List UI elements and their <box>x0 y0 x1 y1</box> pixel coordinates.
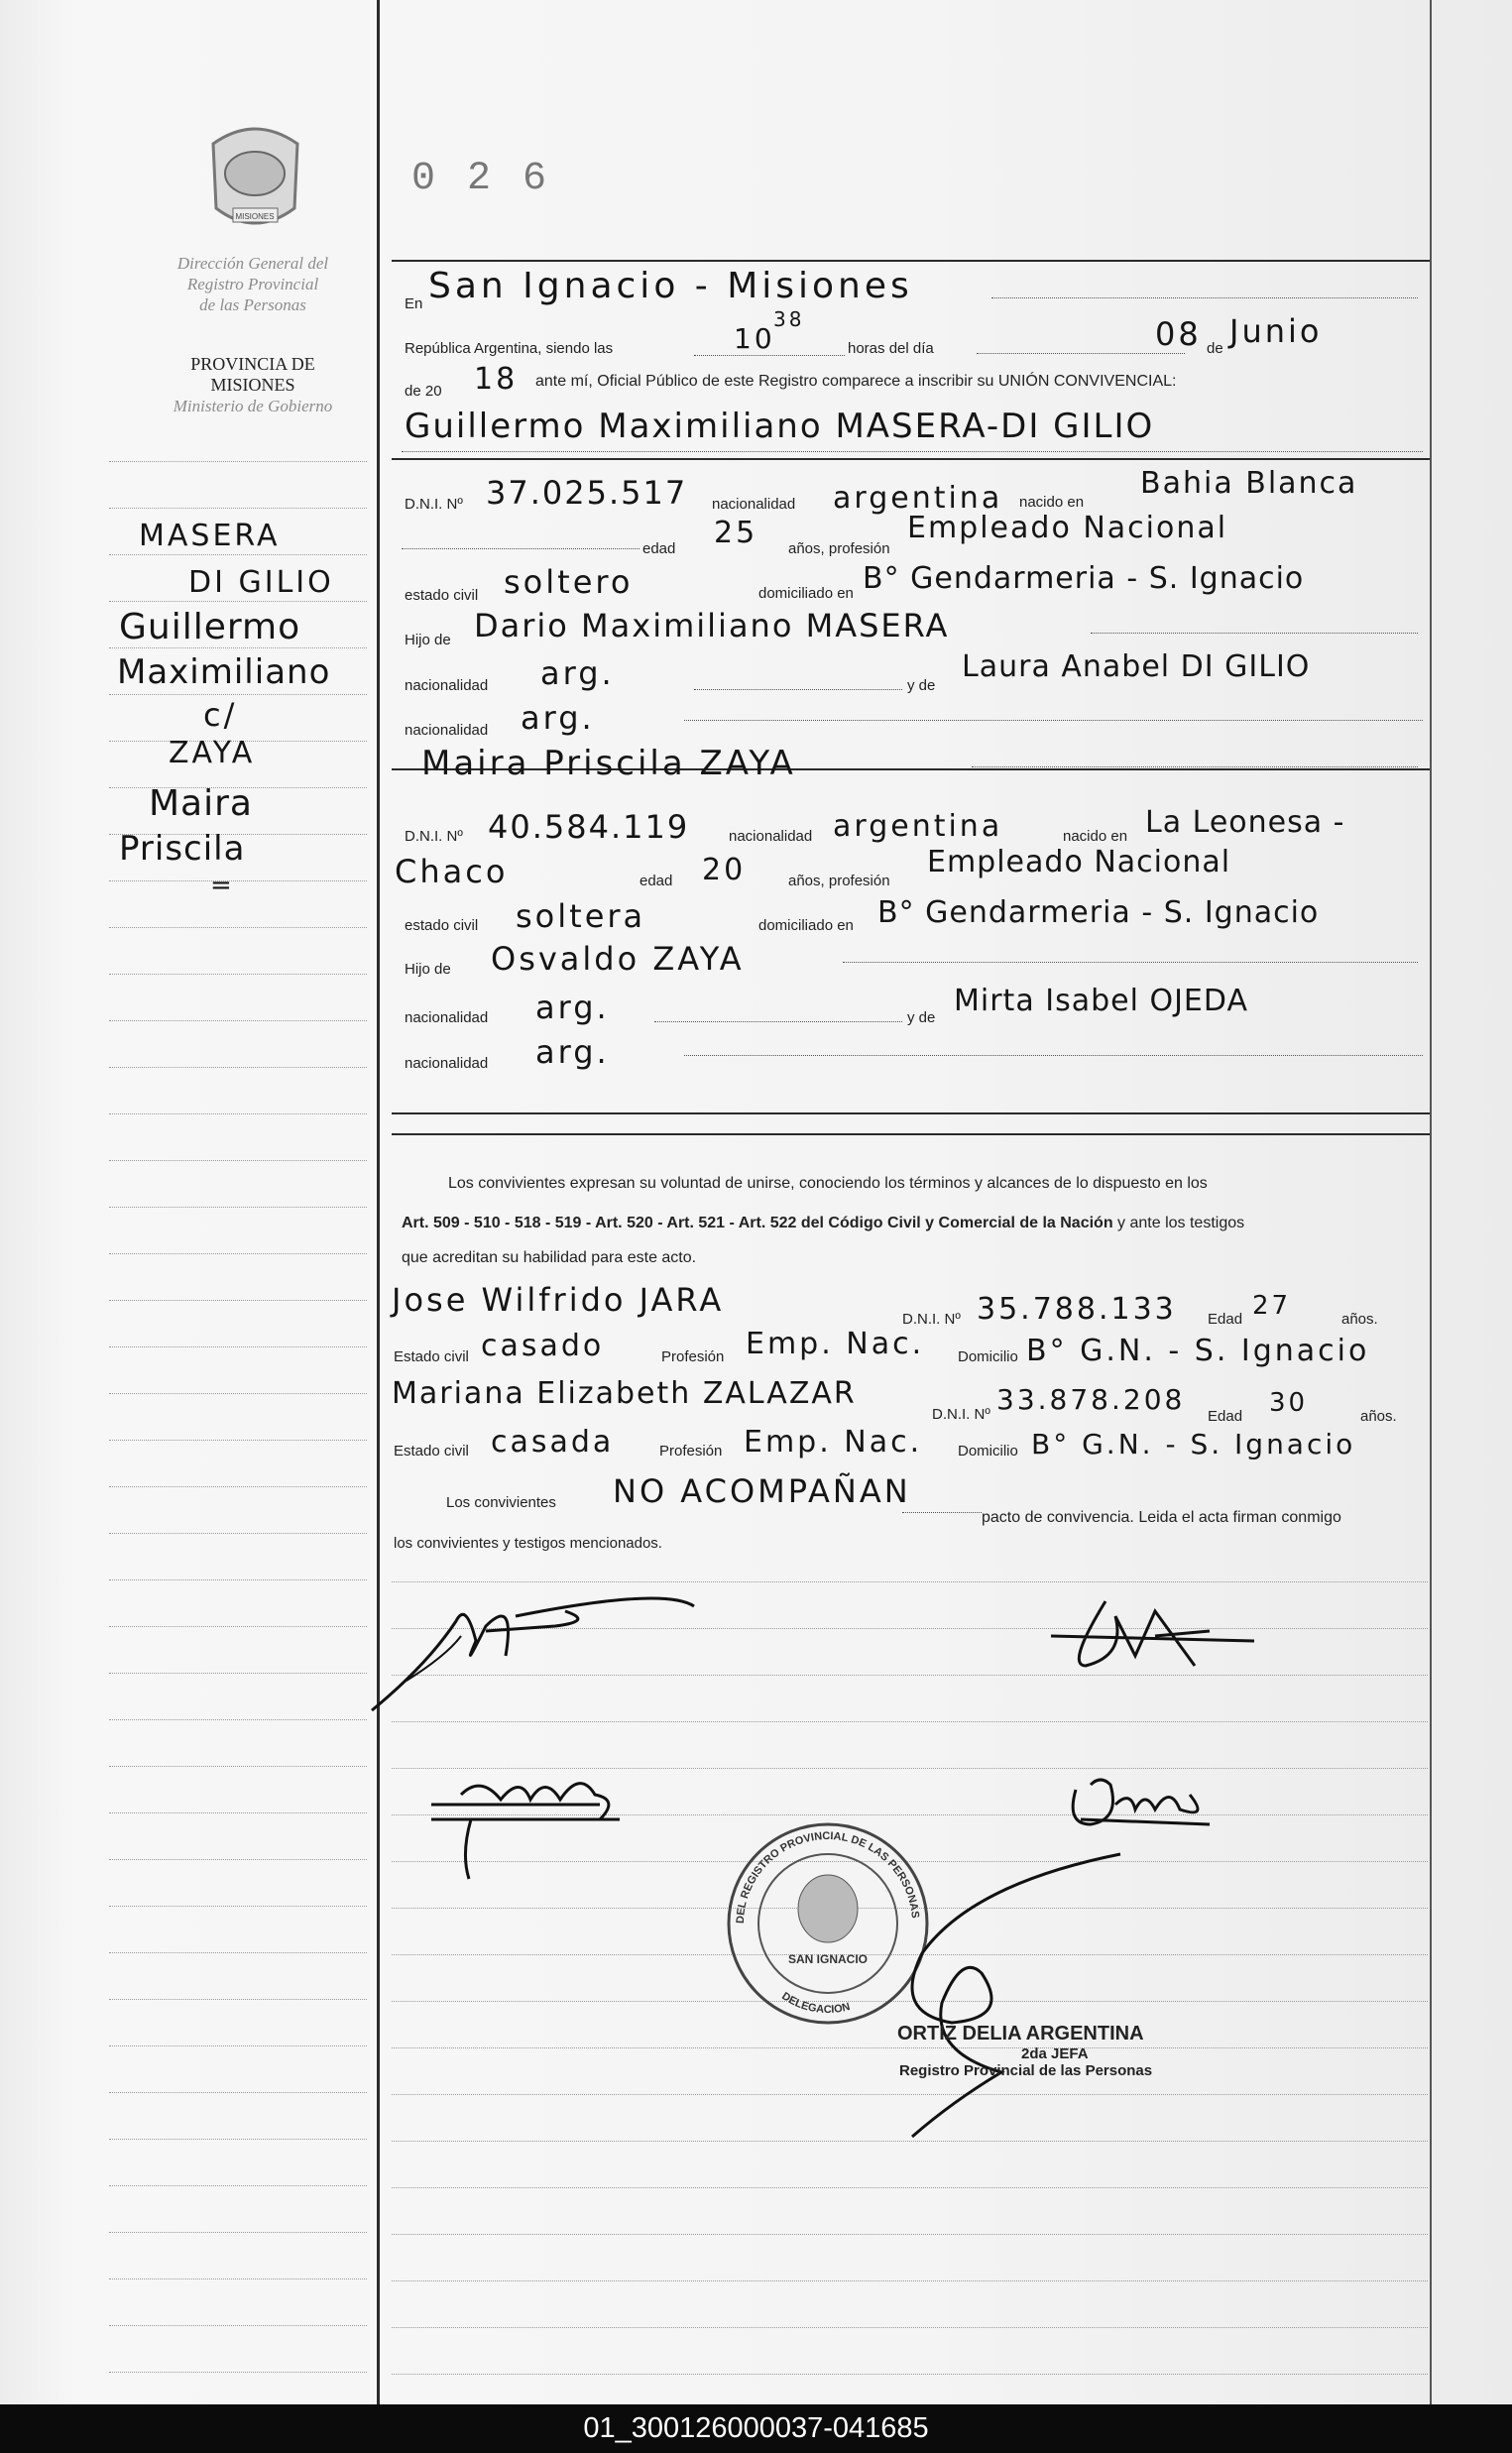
intro-minutos: 38 <box>773 307 805 331</box>
p1-nac-label: nacionalidad <box>712 496 796 513</box>
w2-prof-label: Profesión <box>659 1443 723 1460</box>
p2-nacm-leader <box>684 1055 1423 1056</box>
p1-nac: argentina <box>833 481 1003 516</box>
margin-ruled-line <box>109 647 367 648</box>
province-line-2: MISIONES <box>210 375 295 395</box>
w2-dni: 33.878.208 <box>996 1383 1186 1416</box>
pacto-label: Los convivientes <box>446 1494 556 1511</box>
w2-edad: 30 <box>1269 1388 1309 1418</box>
hora-leader <box>694 355 845 356</box>
margin-ruled-line <box>109 601 367 602</box>
p1-nacido: Bahia Blanca <box>1140 466 1358 501</box>
intro-republica: República Argentina, siendo las <box>405 340 614 357</box>
p2-domicilio: B° Gendarmeria - S. Ignacio <box>877 895 1320 930</box>
w1-dni: 35.788.133 <box>977 1292 1177 1327</box>
p2-edad: 20 <box>702 853 747 887</box>
margin-ruled-line <box>109 554 367 555</box>
p1-edad: 25 <box>714 516 758 550</box>
w1-name: Jose Wilfrido JARA <box>392 1281 725 1319</box>
margin-ruled-line <box>109 1906 367 1907</box>
stamp-text-top: DEL REGISTRO PROVINCIAL DE LAS PERSONAS <box>734 1829 921 1925</box>
w2-anios: años. <box>1360 1408 1397 1425</box>
declaration-testigos: y ante los testigos <box>1112 1215 1245 1231</box>
p2-dom-label: domiciliado en <box>758 917 854 934</box>
p1-nacido-label: nacido en <box>1019 494 1085 511</box>
margin-ruled-line <box>109 1160 367 1161</box>
margin-ruled-line <box>109 1999 367 2000</box>
official-stamp <box>897 2023 1152 2079</box>
declaration-line-3: que acreditan su habilidad para este acto. <box>402 1249 697 1266</box>
margin-ruled-line <box>109 1393 367 1394</box>
p2-nacp-leader <box>654 1021 902 1022</box>
margin-ruled-line <box>109 1113 367 1114</box>
intro-en: En <box>405 295 423 312</box>
margin-ruled-line <box>109 2185 367 2186</box>
pacto-rest: pacto de convivencia. Leida el acta firman conmigo <box>982 1509 1341 1526</box>
province-line-1: PROVINCIA DE <box>190 354 315 374</box>
p2-profesion: Empleado Nacional <box>927 845 1231 879</box>
registry-line-1: Dirección General del <box>176 254 329 273</box>
seal-label: MISIONES <box>235 212 275 221</box>
signature-4 <box>1061 1765 1220 1844</box>
person1-name: Guillermo Maximiliano MASERA-DI GILIO <box>405 407 1155 446</box>
margin-ruled-line <box>109 2372 367 2373</box>
official-title: 2da JEFA <box>1021 2045 1089 2062</box>
p2-nac-padre: arg. <box>535 989 610 1026</box>
registry-name <box>134 253 372 315</box>
w1-domicilio: B° G.N. - S. Ignacio <box>1026 1334 1370 1368</box>
main-ruled-line <box>392 2327 1428 2328</box>
margin-ruled-line <box>109 1579 367 1580</box>
margin-note-equals: = <box>210 871 235 900</box>
margin-ruled-line <box>109 1020 367 1021</box>
margin-ruled-line <box>109 1300 367 1301</box>
margin-note-name-3: Maira <box>149 783 253 824</box>
margin-ruled-line <box>109 1673 367 1674</box>
p2-hijo-label: Hijo de <box>405 961 451 978</box>
margin-ruled-line <box>109 2139 367 2140</box>
p1-nacp-leader <box>694 689 902 690</box>
margin-ruled-line <box>109 880 367 881</box>
signature-2 <box>1046 1596 1264 1676</box>
margin-ruled-line <box>109 461 367 462</box>
p1-nacm-leader <box>684 720 1423 721</box>
intro-place-leader <box>991 297 1418 298</box>
margin-ruled-line <box>109 974 367 975</box>
margin-ruled-line <box>109 2045 367 2046</box>
intro-oficial: ante mí, Oficial Público de este Registro comparece a inscribir su UNIÓN CONVIVENCIAL: <box>535 373 1177 390</box>
person2-name: Maira Priscila ZAYA <box>421 744 796 783</box>
scan-footer: 01_300126000037-041685 <box>0 2404 1512 2453</box>
p2-nacp-label: nacionalidad <box>405 1009 489 1026</box>
p2-madre: Mirta Isabel OJEDA <box>954 984 1248 1018</box>
w2-estado: casada <box>491 1425 615 1460</box>
intro-de: de <box>1207 340 1223 357</box>
p1-hijo-label: Hijo de <box>405 632 451 648</box>
w1-anios: años. <box>1341 1311 1378 1328</box>
w2-profesion: Emp. Nac. <box>744 1425 923 1460</box>
declaration-line-1: Los convivientes expresan su voluntad de unirse, conociendo los términos y alcances de lo dispuesto en los <box>448 1175 1208 1192</box>
margin-ruled-line <box>109 1952 367 1953</box>
margin-ruled-line <box>109 1719 367 1720</box>
separator-3 <box>392 1112 1430 1114</box>
p1-estado: soltero <box>504 563 634 601</box>
margin-ruled-line <box>109 1533 367 1534</box>
margin-ruled-line <box>109 1812 367 1813</box>
w1-dni-label: D.N.I. Nº <box>902 1311 961 1328</box>
pacto-line-2: los convivientes y testigos mencionados. <box>394 1535 662 1552</box>
stamp-center: SAN IGNACIO <box>787 1952 869 1966</box>
margin-ruled-line <box>109 1346 367 1347</box>
p2-yde-label: y de <box>907 1009 936 1026</box>
p1-profesion: Empleado Nacional <box>907 511 1228 545</box>
margin-ruled-line <box>109 1766 367 1767</box>
right-border <box>1430 0 1432 2404</box>
p2-dni: 40.584.119 <box>488 808 690 846</box>
p2-nacm-label: nacionalidad <box>405 1055 489 1072</box>
margin-note-name-4: Priscila <box>119 829 246 869</box>
official-registry: Registro Provincial de las Personas <box>899 2062 1153 2079</box>
separator-4 <box>392 1133 1430 1135</box>
p2-estado: soltera <box>516 897 646 935</box>
separator-1 <box>392 458 1430 460</box>
w2-estado-label: Estado civil <box>394 1443 469 1460</box>
p2-nac: argentina <box>833 809 1003 844</box>
margin-note-name-2: Maximiliano <box>117 652 331 692</box>
p2-padre: Osvaldo ZAYA <box>491 940 745 978</box>
p1-padre: Dario Maximiliano MASERA <box>474 607 950 644</box>
main-ruled-line <box>392 2280 1428 2281</box>
w2-dni-label: D.N.I. Nº <box>932 1406 990 1423</box>
p1-dni: 37.025.517 <box>486 474 688 512</box>
margin-note-surname-1: MASERA <box>139 519 281 553</box>
main-ruled-line <box>392 1581 1428 1582</box>
margin-ruled-line <box>109 694 367 695</box>
w1-dom-label: Domicilio <box>958 1348 1018 1365</box>
dia-leader <box>977 353 1185 354</box>
p1-madre: Laura Anabel DI GILIO <box>962 649 1311 684</box>
p1-domicilio: B° Gendarmeria - S. Ignacio <box>863 561 1305 596</box>
w1-edad-label: Edad <box>1208 1311 1243 1328</box>
p1-anios-label: años, profesión <box>788 540 890 557</box>
intro-dia: 08 <box>1155 315 1202 353</box>
official-name: ORTIZ DELIA ARGENTINA <box>897 2023 1144 2044</box>
p2-nac-madre: arg. <box>535 1033 610 1071</box>
p2-nacido-2: Chaco <box>395 853 509 890</box>
intro-horas-del-dia: horas del día <box>848 340 934 357</box>
p1-nacp-label: nacionalidad <box>405 677 489 694</box>
pacto-leader <box>902 1512 982 1513</box>
signature-3 <box>421 1765 649 1884</box>
margin-ruled-line <box>109 1207 367 1208</box>
main-ruled-line <box>392 2234 1428 2235</box>
main-ruled-line <box>392 2187 1428 2188</box>
margin-ruled-line <box>109 1486 367 1487</box>
margin-note-surname-3: ZAYA <box>169 736 256 770</box>
margin-ruled-line <box>109 2232 367 2233</box>
ministry-line: Ministerio de Gobierno <box>173 397 333 415</box>
p2-anios-label: años, profesión <box>788 873 890 889</box>
margin-ruled-line <box>109 2092 367 2093</box>
main-ruled-line <box>392 1721 1428 1722</box>
w2-edad-label: Edad <box>1208 1408 1243 1425</box>
margin-ruled-line <box>109 1440 367 1441</box>
p1-nac-madre: arg. <box>521 699 595 737</box>
margin-note-name-1: Guillermo <box>119 607 301 647</box>
p1-estado-label: estado civil <box>405 587 479 604</box>
p1-edad-label: edad <box>642 540 676 557</box>
svg-text:DELEGACION <box>779 1990 851 2016</box>
margin-ruled-line <box>109 1067 367 1068</box>
declaration-line-2 <box>402 1215 1244 1232</box>
p1-nac-padre: arg. <box>540 654 615 692</box>
p2-nacido: La Leonesa - <box>1145 805 1345 840</box>
person1-name-underline <box>402 451 1423 452</box>
intro-mes: Junio <box>1229 312 1323 350</box>
margin-ruled-line <box>109 1626 367 1627</box>
w2-name: Mariana Elizabeth ZALAZAR <box>392 1376 857 1411</box>
left-margin-rule <box>377 0 380 2404</box>
p2-nacido-label: nacido en <box>1063 828 1128 845</box>
p1-padre-leader <box>1091 633 1418 634</box>
p1-nacm-label: nacionalidad <box>405 722 489 739</box>
margin-ruled-line <box>109 1859 367 1860</box>
top-form-line <box>392 260 1430 262</box>
margin-ruled-line <box>109 508 367 509</box>
p2-nac-label: nacionalidad <box>729 828 813 845</box>
p1-yde-label: y de <box>907 677 936 694</box>
p2-edad-label: edad <box>640 873 673 889</box>
p1-dom-label: domiciliado en <box>758 585 854 602</box>
p2-dni-label: D.N.I. Nº <box>405 828 463 845</box>
w1-profesion: Emp. Nac. <box>746 1327 925 1361</box>
signature-1 <box>367 1586 714 1715</box>
p2-estado-label: estado civil <box>405 917 479 934</box>
intro-de20: de 20 <box>405 383 442 400</box>
p1-dni-label: D.N.I. Nº <box>405 496 463 513</box>
margin-ruled-line <box>109 927 367 928</box>
margin-ruled-line <box>109 2325 367 2326</box>
registry-line-3: de las Personas <box>199 295 306 314</box>
main-ruled-line <box>392 2374 1428 2375</box>
province-seal <box>203 114 307 243</box>
intro-place: San Ignacio - Misiones <box>428 266 913 306</box>
official-signature <box>892 1844 1153 2142</box>
p2-padre-leader <box>843 962 1418 963</box>
margin-ruled-line <box>109 1253 367 1254</box>
margin-ruled-line <box>109 2278 367 2279</box>
pacto-value: NO ACOMPAÑAN <box>613 1472 911 1510</box>
w1-prof-label: Profesión <box>661 1348 725 1365</box>
act-number: 0 2 6 <box>411 157 551 201</box>
stamp-text-bottom: DELEGACION <box>779 1990 852 2017</box>
w2-domicilio: B° G.N. - S. Ignacio <box>1031 1428 1356 1460</box>
intro-anio: 18 <box>474 362 519 397</box>
margin-note-conj: c/ <box>203 696 238 734</box>
margin-note-surname-2: DI GILIO <box>188 565 334 600</box>
declaration-articles: Art. 509 - 510 - 518 - 519 - Art. 520 - Art. 521 - Art. 522 del Código Civil y Comercial de la Nación <box>402 1215 1113 1231</box>
w1-estado-label: Estado civil <box>394 1348 469 1365</box>
w1-estado: casado <box>481 1329 605 1363</box>
p1-edad-leader <box>402 548 640 549</box>
person2-name-leader <box>972 766 1418 767</box>
w1-edad: 27 <box>1252 1291 1292 1321</box>
intro-hora: 10 <box>734 322 775 355</box>
registry-line-2: Registro Provincial <box>186 275 319 293</box>
province-name <box>134 354 372 416</box>
w2-dom-label: Domicilio <box>958 1443 1018 1460</box>
